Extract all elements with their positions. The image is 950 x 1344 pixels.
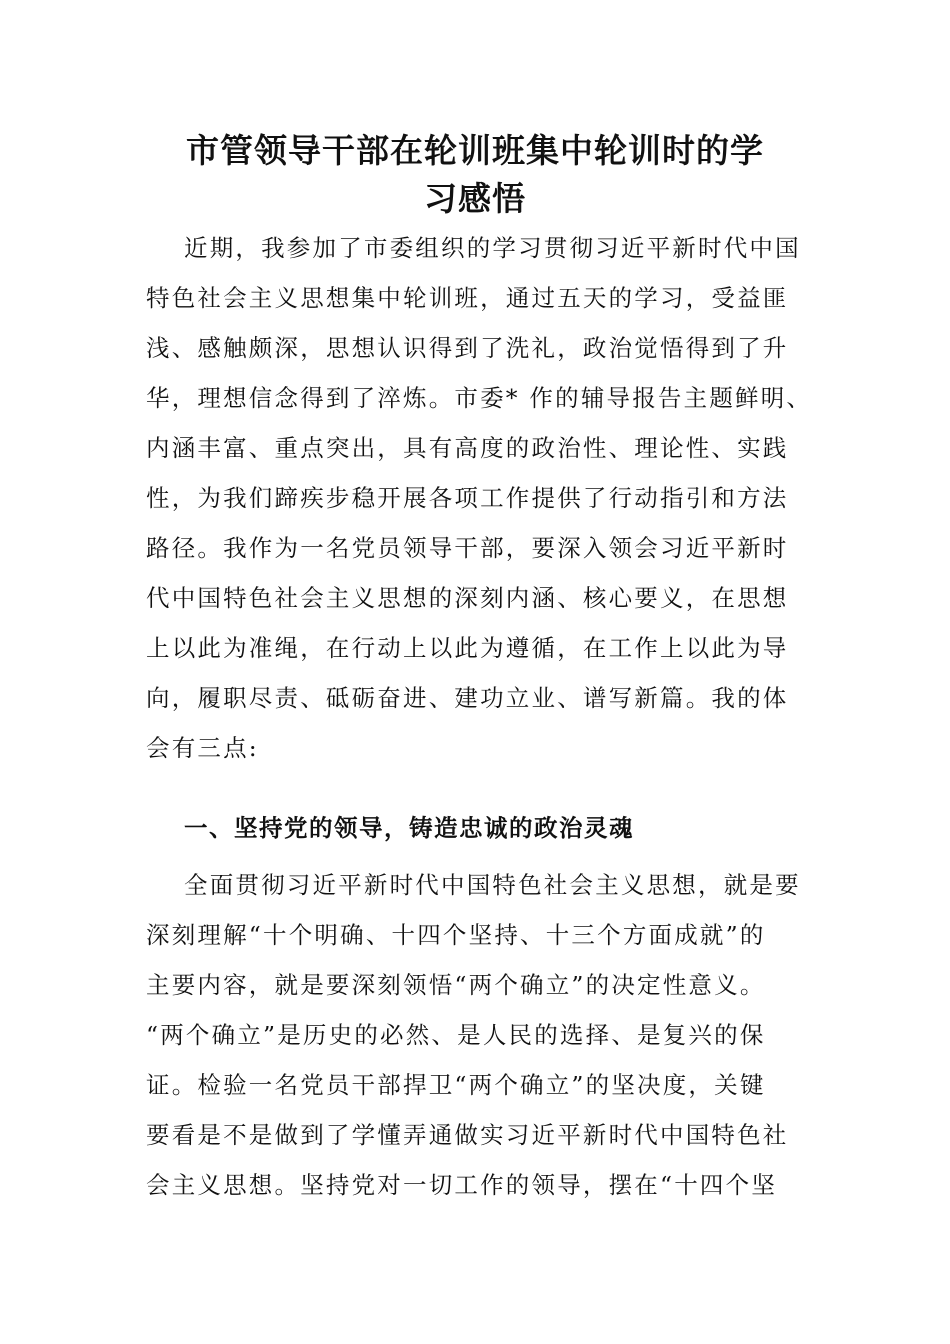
paragraph-1-line: 代中国特色社会主义思想的深刻内涵、核心要义，在思想 — [146, 584, 789, 612]
paragraph-1-line: 特色社会主义思想集中轮训班，通过五天的学习，受益匪 — [146, 284, 789, 312]
paragraph-1-line: 内涵丰富、重点突出，具有高度的政治性、理论性、实践 — [146, 434, 789, 462]
section-heading-1: 一、坚持党的领导，铸造忠诚的政治灵魂 — [184, 814, 634, 842]
paragraph-1-line: 华，理想信念得到了淬炼。市委* 作的辅导报告主题鲜明、 — [146, 384, 813, 412]
paragraph-2-line: 主要内容，就是要深刻领悟“两个确立”的决定性意义。 — [146, 971, 766, 999]
paragraph-2-line: “两个确立”是历史的必然、是人民的选择、是复兴的保 — [146, 1021, 766, 1049]
paragraph-1-line: 浅、感触颇深，思想认识得到了洗礼，政治觉悟得到了升 — [146, 334, 789, 362]
document-title-line-1: 市管领导干部在轮训班集中轮训时的学 — [186, 131, 764, 170]
paragraph-1-line: 上以此为准绳，在行动上以此为遵循，在工作上以此为导 — [146, 634, 789, 662]
paragraph-2-line: 证。检验一名党员干部捍卫“两个确立”的坚决度，关键 — [146, 1071, 766, 1099]
paragraph-2-line: 要看是不是做到了学懂弄通做实习近平新时代中国特色社 — [146, 1121, 789, 1149]
paragraph-1-line: 会有三点: — [146, 734, 259, 762]
paragraph-2-line: 会主义思想。坚持党对一切工作的领导，摆在“十四个坚 — [146, 1171, 778, 1199]
paragraph-2-line: 深刻理解“十个明确、十四个坚持、十三个方面成就”的 — [146, 921, 766, 949]
paragraph-2-line: 全面贯彻习近平新时代中国特色社会主义思想，就是要 — [184, 871, 801, 899]
paragraph-1-line: 路径。我作为一名党员领导干部，要深入领会习近平新时 — [146, 534, 789, 562]
document-title-line-2: 习感悟 — [424, 179, 526, 218]
paragraph-1-line: 向，履职尽责、砥砺奋进、建功立业、谱写新篇。我的体 — [146, 684, 789, 712]
paragraph-1-line: 近期，我参加了市委组织的学习贯彻习近平新时代中国 — [184, 234, 801, 262]
paragraph-1-line: 性，为我们蹄疾步稳开展各项工作提供了行动指引和方法 — [146, 484, 789, 512]
